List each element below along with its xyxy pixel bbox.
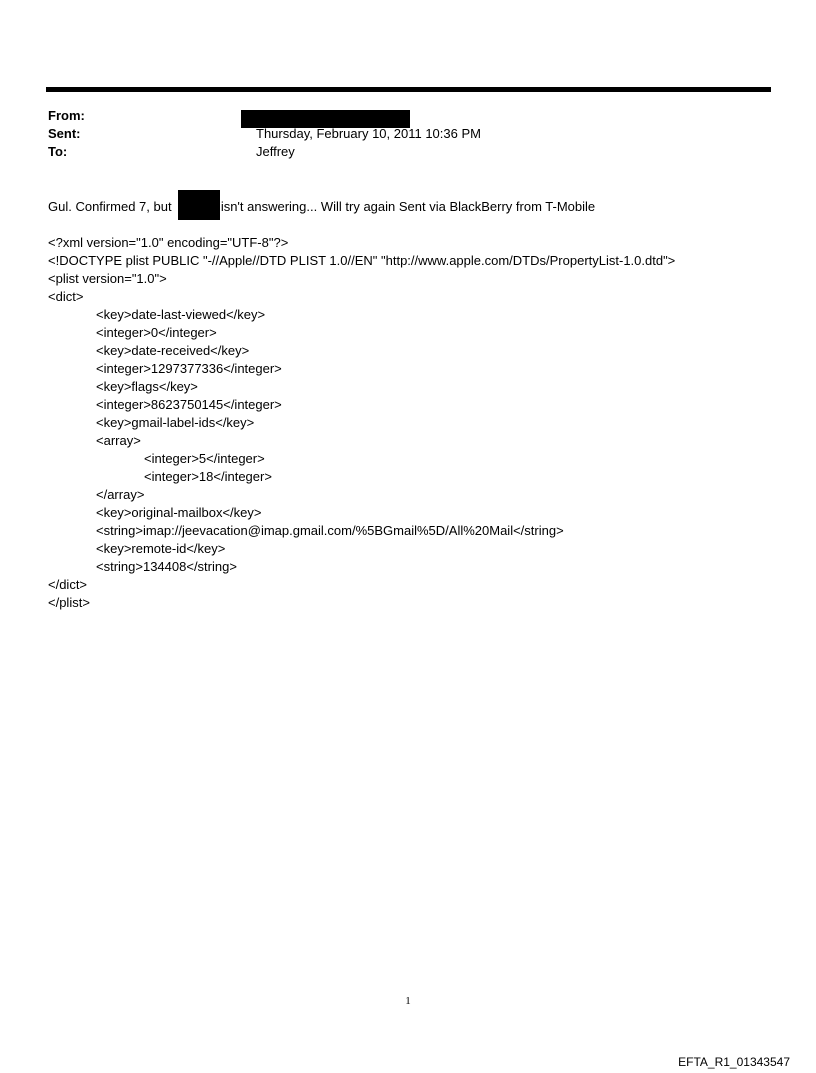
xml-line: <key>original-mailbox</key> (96, 505, 262, 520)
xml-line: <integer>18</integer> (144, 469, 272, 484)
xml-line: </plist> (48, 595, 90, 610)
header-rule (46, 87, 771, 92)
xml-line: <key>date-received</key> (96, 343, 250, 358)
message-part-2: isn't answering... Will try again Sent via BlackBerry from T-Mobile (220, 199, 596, 214)
xml-line: </array> (96, 487, 145, 502)
name-redaction (178, 190, 220, 220)
xml-line: <string>134408</string> (96, 559, 237, 574)
bates-number: EFTA_R1_01343547 (678, 1055, 790, 1069)
xml-line: <integer>0</integer> (96, 325, 217, 340)
xml-line: <key>remote-id</key> (96, 541, 226, 556)
to-label: To: (48, 144, 68, 159)
message-body (48, 198, 595, 216)
xml-line: <key>flags</key> (96, 379, 198, 394)
to-value: Jeffrey (256, 144, 295, 159)
from-label: From: (48, 108, 85, 123)
xml-line: <key>date-last-viewed</key> (96, 307, 266, 322)
sent-label: Sent: (48, 126, 81, 141)
xml-line: </dict> (48, 577, 88, 592)
xml-line: <key>gmail-label-ids</key> (96, 415, 255, 430)
xml-line: <dict> (48, 289, 84, 304)
plist-xml-block (48, 234, 675, 612)
xml-line: <array> (96, 433, 141, 448)
sent-value: Thursday, February 10, 2011 10:36 PM (256, 126, 481, 141)
message-part-1: Gul. Confirmed 7, but (48, 199, 172, 214)
page-number: 1 (405, 995, 411, 1007)
xml-line: <!DOCTYPE plist PUBLIC "-//Apple//DTD PLIST 1.0//EN" "http://www.apple.com/DTDs/PropertyList-1.0.dtd"> (48, 253, 676, 268)
xml-line: <integer>5</integer> (144, 451, 265, 466)
xml-line: <integer>1297377336</integer> (96, 361, 282, 376)
xml-line: <string>imap://jeevacation@imap.gmail.com/%5BGmail%5D/All%20Mail</string> (96, 523, 564, 538)
xml-line: <?xml version="1.0" encoding="UTF-8"?> (48, 235, 289, 250)
xml-line: <integer>8623750145</integer> (96, 397, 282, 412)
xml-line: <plist version="1.0"> (48, 271, 167, 286)
